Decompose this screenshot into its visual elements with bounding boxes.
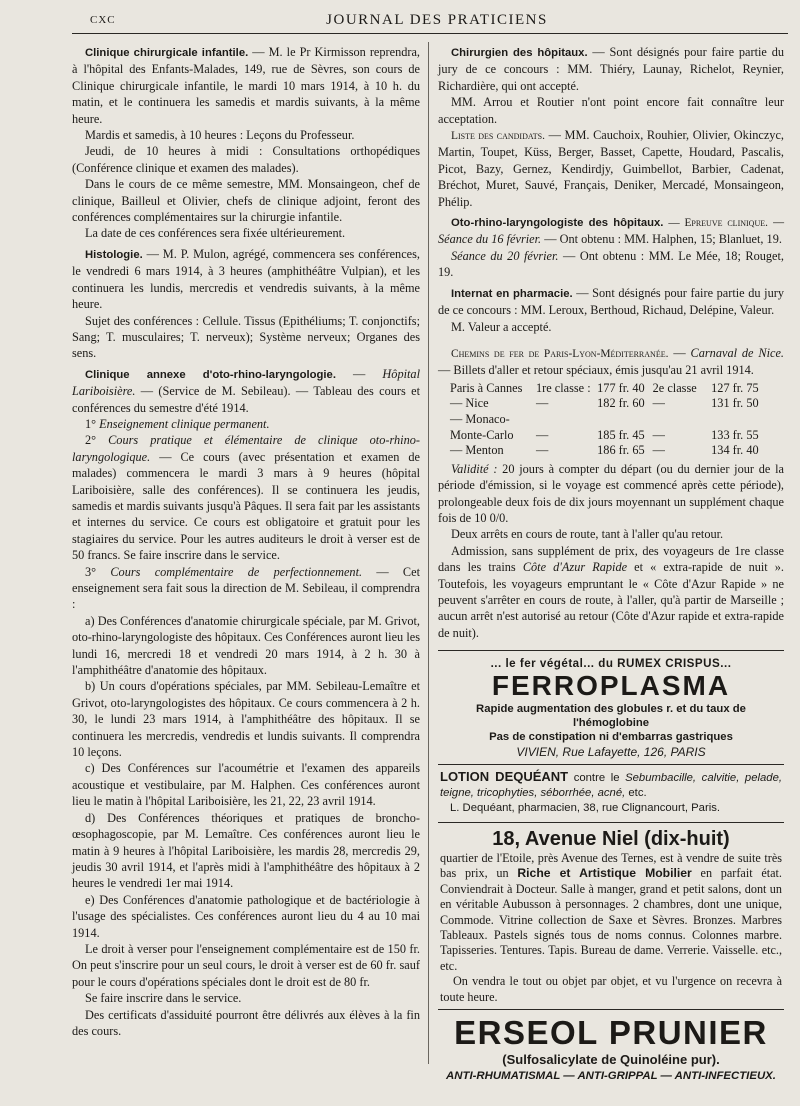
admission-end: et « extra-rapide de nuit ». Toutefois, les voyageurs empruntant le « Côte d'Azur Rapide » ne peuvent s'arrêter en cours de route, à l'aller, qu'à partir de Marseille ; aucun arrêt n'est autorisé au retour (Côte d'Azur rapide et extra-rapide de nuit). <box>438 560 785 640</box>
oto-place: Hôpital Lariboisière. <box>72 366 420 399</box>
lotion-name: LOTION DEQUÉANT <box>440 769 569 784</box>
oto-body: — (Service de M. Sebileau). — Tableau des cours et conférences du semestre d'été 1914. <box>72 384 420 415</box>
fare-class-2-label: 2e classe <box>652 380 697 395</box>
admission-paragraph <box>438 543 784 641</box>
fare-class-2-price: 127 fr. 75 <box>711 380 759 395</box>
kirmisson-lessons: Mardis et samedis, à 10 heures : Leçons du Professeur. <box>85 128 355 143</box>
seance-2-body: — Ont obtenu : MM. Le Mée, 18; Rouget, 19. <box>438 248 784 280</box>
candidats-paragraph <box>438 127 784 210</box>
fare-class-1-price: 177 fr. 40 <box>597 380 645 395</box>
ferroplasma-address: VIVIEN, Rue Lafayette, 126, PARIS <box>516 745 706 759</box>
niel-body-end: en parfait état. Conviendrait à Docteur. Salle à manger, grand et petit salons, dont un en véritable Aubusson à personnages. 2 chambres, dont une unique, Commode. Vitrine collection de Saxe et Sèvres. Bronzes. Marbres Tableaux. Pastels signés tous de noms connus. Colonnes marbre. Tapisseries. Tentures. Tapis. Bureau de dame. Verrerie. Vaisselle. etc., etc. <box>440 866 782 973</box>
erseol-ad <box>438 1010 784 1084</box>
oto-droit: Le droit à verser pour l'enseignement complémentaire est de 150 fr. On peut s'inscrire pour un seul cours, le droit à verser est de 60 fr. sauf pour le cours d'opérations spéciales dont le droit est de 80 fr. <box>72 941 420 989</box>
fare-row <box>450 381 767 397</box>
lotion-ad <box>438 765 784 822</box>
section-number: 3° <box>85 564 111 579</box>
fare-destination: — Menton <box>450 443 504 458</box>
lotion-address: L. Dequéant, pharmacien, 38, rue Clignancourt, Paris. <box>450 802 721 814</box>
ferroplasma-name: FERROPLASMA <box>491 670 731 701</box>
chemins-label: Chemins de fer de Paris-Lyon-Méditerranée. <box>451 347 669 360</box>
section-title: Enseignement clinique permanent. <box>99 416 270 431</box>
oto-item-d: d) Des Conférences théoriques et pratiques de broncho-œsophagoscopie, par M. Lemaître. Ces conférences auront lieu le matin à 9 heures à l'hôpital Lariboisière, les mardis 28, mercredis 29, jeudis 30 avril 1914, et l'après midi à l'amphithéâtre des hôpitaux à 2 heures le vendredi 1er mai 1914. <box>72 810 420 891</box>
oto-hop-heading: Oto-rhino-laryngologiste des hôpitaux. <box>451 217 664 230</box>
oto-item-e: e) Des Conférences d'anatomie pathologique et de bactériologie à l'usage des spécialistes. Ces conférences auront lieu du 4 au 10 mai 1914. <box>72 892 420 940</box>
page-header <box>90 8 784 34</box>
fare-class-1-price: 185 fr. 45 <box>597 427 645 442</box>
fare-class-1-label <box>536 412 591 428</box>
fare-class-1-label: 1re classe : <box>536 380 591 395</box>
advertisements <box>438 650 784 1084</box>
section-number: 1° <box>85 416 100 431</box>
kirmisson-paragraph <box>72 44 420 127</box>
chirurgien-paragraph <box>438 44 784 94</box>
kirmisson-heading: Clinique chirurgicale infantile. <box>85 47 249 59</box>
fare-class-1-price: 186 fr. 65 <box>597 443 645 458</box>
fare-class-2-label: — <box>652 443 665 458</box>
seance-2 <box>438 248 784 281</box>
kirmisson-conferences: Dans le cours de ce même semestre, MM. Monsaingeon, chef de clinique, Bailleul et Olivier, chefs de clinique adjoint, feront des conférences complémentaires sur la chirurgie infantile. <box>72 177 420 225</box>
oto-section-2 <box>72 432 420 563</box>
section-title: Cours pratique et élémentaire de clinique oto-rhino-laryngologique. <box>72 433 420 464</box>
oto-hop-paragraph <box>438 214 784 248</box>
oto-item-b: b) Un cours d'opérations spéciales, par MM. Sebileau-Lemaître et Grivot, oto-laryngologistes des hôpitaux. Ce cours commencera à 2 h. 30, le lundi 23 mars 1914, à l'amphithéâtre des hôpitaux. Il se continuera les mercredis, vendredis et lundis suivants. Il comprendra 10 leçons. <box>72 679 420 760</box>
niel-ad <box>438 823 784 1009</box>
oto-item-c: c) Des Conférences sur l'acoumétrie et l'examen des appareils acoustique et vestibulaire, par M. Halphen. Ces conférences auront lieu le matin à l'hôpital Lariboisière, les 21, 22, 23 avril 1914. <box>72 761 420 809</box>
column-divider <box>428 42 429 1064</box>
oto-paragraph <box>72 366 420 416</box>
ferroplasma-ad <box>438 651 784 764</box>
oto-inscrire: Se faire inscrire dans le service. <box>85 991 242 1006</box>
niel-body-start: quartier de l'Etoile, près Avenue des Ternes, est à vendre de suite très bas prix, un <box>440 851 782 881</box>
oto-hop-epreuve: — Epreuve clinique. <box>663 217 768 230</box>
arrets-paragraph: Deux arrêts en cours de route, tant à l'aller qu'au retour. <box>451 527 724 542</box>
niel-highlight: Riche et Artistique Mobilier <box>517 866 692 881</box>
fare-class-1-price: 182 fr. 60 <box>597 396 645 411</box>
fare-row <box>450 412 767 428</box>
niel-description <box>440 851 782 974</box>
fare-destination: — Nice <box>450 396 489 411</box>
chirurgien-body: — Sont désignés pour faire partie du jury de ce concours : MM. Thiéry, Launay, Richelot, Reynier, Richardière, qui ont accepté. <box>438 45 784 93</box>
fare-class-2-price: 131 fr. 50 <box>711 396 759 411</box>
fare-class-2-label <box>653 412 705 428</box>
oto-section-1 <box>72 416 420 432</box>
section-body: — Cet enseignement sera fait sous la direction de M. Sebileau, il comprendra : <box>72 564 420 612</box>
seance-1-body: — Ont obtenu : MM. Halphen, 15; Blanluet, 19. <box>541 232 782 247</box>
fare-class-1-label: — <box>536 427 549 442</box>
page-number: CXC <box>90 14 116 26</box>
validite-body: 20 jours à compter du départ (ou du dernier jour de la période d'émission, si le voyage est commencé après cette période), prolongeable deux fois de dix jours moyennant un supplément chaque fois de 10 0/0. <box>438 461 784 525</box>
candidats-list: — MM. Cauchoix, Rouhier, Olivier, Okinczyc, Martin, Toupet, Küss, Berger, Basset, Capette, Houdard, Pascalis, Picot, Bazy, Gernez, Kendirdjy, Guimbellot, Barbier, Cadenat, Bréchot, Muret, Sauvé, Français, Deniker, Mercadé, Monsaingeon, Phélip. <box>438 128 784 209</box>
histologie-sujet: Sujet des conférences : Cellule. Tissus (Epithéliums; T. conjonctifs; Sang; T. musculaires; T. nerveux); Système nerveux; Organes des sens. <box>72 313 420 361</box>
histologie-body: — M. P. Mulon, agrégé, commencera ses conférences, le vendredi 6 mars 1914, à 3 heures (amphithéâtre Vulpian), et les continuera les lundis, mercredis et vendredis suivants, à la même heure. <box>72 246 420 312</box>
section-title: Cours complémentaire de perfectionnement. <box>110 564 363 579</box>
oto-section-3 <box>72 564 420 613</box>
kirmisson-consultations: Jeudi, de 10 heures à midi : Consultations orthopédiques (Conférence clinique et examen des malades). <box>72 144 420 175</box>
fare-class-2-price: 133 fr. 55 <box>711 427 759 442</box>
internat-accepte: M. Valeur a accepté. <box>451 319 552 334</box>
fares-table <box>450 381 767 459</box>
chemins-body: — Billets d'aller et retour spéciaux, émis jusqu'au 21 avril 1914. <box>438 363 754 378</box>
section-body: — Ce cours (avec présentation et examen de malades) commencera le mardi 3 mars à 9 heures (hôpital Lariboisière, salle des conférences). Il se continuera les jeudis, samedis et mardis suivants jusqu'à Pâques. Il sera fait par les assistants et internes du service. Ce cours est obligatoire et gratuit pour les stagiaires du service. Pour les autres auditeurs le droit à verser est de 50 francs. Se faire inscrire dans le service. <box>72 449 420 563</box>
oto-certificats: Des certificats d'assiduité pourront être délivrés aux élèves à la fin des cours. <box>72 1007 420 1038</box>
fare-class-1-label: — <box>536 443 549 458</box>
erseol-subtitle: (Sulfosalicylate de Quinoléine pur). <box>502 1052 720 1068</box>
section-number: 2° <box>85 433 109 448</box>
journal-title: JOURNAL DES PRATICIENS <box>326 12 548 28</box>
chemins-dash: — <box>668 345 691 360</box>
erseol-tagline: ANTI-RHUMATISMAL — ANTI-GRIPPAL — ANTI-INFECTIEUX. <box>446 1070 776 1083</box>
right-column <box>438 44 784 641</box>
oto-item-a: a) Des Conférences d'anatomie chirurgicale spéciale, par M. Grivot, oto-rhino-laryngologiste des hôpitaux. Ces Conférences auront lieu les lundi 16, mercredi 18 et vendredi 20 mars 1914, à 2 h. 30 à l'amphithéâtre d'anatomie des hôpitaux. <box>72 613 420 678</box>
oto-dash: — <box>335 366 383 381</box>
internat-body: — Sont désignés pour faire partie du jury de ce concours : MM. Leroux, Berthoud, Richaud, Delépine, Valeur. <box>438 285 784 318</box>
chirurgien-acceptation: MM. Arrou et Routier n'ont point encore fait connaître leur acceptation. <box>438 95 784 126</box>
chemins-paragraph <box>438 345 784 379</box>
seance-2-date: Séance du 20 février. <box>451 248 559 263</box>
ferroplasma-claim-1: Rapide augmentation des globules r. et du taux de l'hémoglobine <box>476 703 746 729</box>
histologie-heading: Histologie. <box>85 248 143 261</box>
fare-class-2-label: — <box>652 396 665 411</box>
candidats-label: Liste des candidats. <box>451 130 545 143</box>
fare-destination: — Monaco- <box>450 411 510 426</box>
oto-heading: Clinique annexe d'oto-rhino-laryngologie. <box>85 368 336 381</box>
validite-label: Validité : <box>451 461 498 476</box>
fare-class-2-label: — <box>652 427 665 442</box>
lotion-indications: Sebumbacille, calvitie, pelade, teigne, tricophyties, séborrhée, acné, <box>440 772 782 799</box>
lotion-etc: etc. <box>625 787 647 799</box>
fare-class-1-label: — <box>536 396 549 411</box>
fare-row <box>450 396 767 412</box>
internat-heading: Internat en pharmacie. <box>451 287 573 300</box>
validite-paragraph <box>438 461 784 527</box>
niel-title: 18, Avenue Niel (dix-huit) <box>492 828 730 850</box>
train-name: Côte d'Azur Rapide <box>522 560 628 575</box>
erseol-name: ERSEOL PRUNIER <box>454 1014 768 1052</box>
histologie-paragraph <box>72 246 420 313</box>
ferroplasma-tagline: ... le fer végétal... du RUMEX CRISPUS... <box>490 657 732 670</box>
header-rule <box>72 33 788 34</box>
fare-class-2-price: 134 fr. 40 <box>711 443 759 458</box>
fare-row <box>450 443 767 459</box>
kirmisson-body: — M. le Pr Kirmisson reprendra, à l'hôpital des Enfants-Malades, 149, rue de Sèvres, son cours de Clinique chirurgicale infantile, le mardi 10 mars 1914, à 10 h. du matin, et le continuera les samedis et mardis suivants, à la même heure. <box>72 45 420 126</box>
left-column <box>72 44 420 1039</box>
fare-class-2-price <box>705 412 767 428</box>
ferroplasma-claim-2: Pas de constipation ni d'embarras gastriques <box>489 731 733 743</box>
carnaval-title: Carnaval de Nice. <box>690 345 785 360</box>
internat-paragraph <box>438 285 784 319</box>
fare-destination: Monte-Carlo <box>450 427 514 442</box>
fare-row <box>450 428 767 444</box>
fare-class-1-price <box>591 412 653 428</box>
seance-1-date: — Séance du 16 février. <box>438 215 784 247</box>
admission-start: Admission, sans supplément de prix, des voyageurs de 1re classe dans les trains <box>438 543 784 575</box>
fare-destination: Paris à Cannes <box>450 380 523 395</box>
lotion-contre: contre le <box>568 772 626 784</box>
niel-sale-note: On vendra le tout ou objet par objet, et vu l'urgence on recevra à toute heure. <box>440 974 782 1004</box>
chirurgien-heading: Chirurgien des hôpitaux. <box>451 47 588 59</box>
kirmisson-date: La date de ces conférences sera fixée ultérieurement. <box>85 226 346 241</box>
